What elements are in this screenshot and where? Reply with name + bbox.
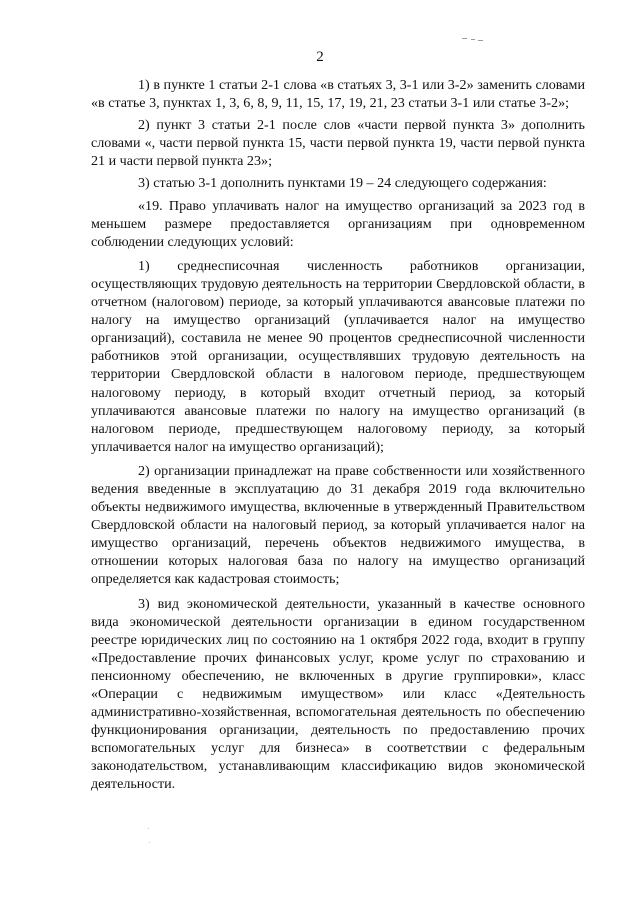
paragraph-condition-3: 3) вид экономической деятельности, указанный в качестве основного вида экономической деятельности организации в едином государственном реестре юридических лиц по состоянию на 1 октября 2022 года, входит в группу «Предоставление прочих финансовых услуг, кроме услуг по страхованию и пенсионному обеспечению, не включенных в другие группировки», класс «Операции с недвижимым имуществом» или класс «Деятельность административно-хозяйственная, вспомогательная деятельность по обеспечению функционирования организации, деятельность по предоставлению прочих вспомогательных услуг для бизнеса» в соответствии с федеральным законодательством, устанавливающим классификацию видов экономической деятельности.	[91, 595, 585, 793]
paragraph-item-19-intro: «19. Право уплачивать налог на имущество организаций за 2023 год в меньшем размере предоставляется организациям при одновременном соблюдении следующих условий:	[91, 197, 585, 250]
paragraph-condition-2: 2) организации принадлежат на праве собственности или хозяйственного ведения введенные в эксплуатацию до 31 декабря 2019 года включительно объекты недвижимого имущества, включенные в утвержденный Правительством Свердловской области на налоговый период, за который уплачивается налог на имущество организаций, перечень объектов недвижимого имущества, в отношении которых налоговая база по налогу на имущество организаций определяется как кадастровая стоимость;	[91, 462, 585, 588]
paragraph-condition-1: 1) среднесписочная численность работников организации, осуществляющих трудовую деятельность на территории Свердловской области, в отчетном (налоговом) периоде, за который уплачиваются авансовые платежи по налогу на имущество организаций (уплачивается налог на имущество организаций), составила не менее 90 процентов среднесписочной численности работников этой организации, осуществлявших трудовую деятельность на территории Свердловской области в налоговом периоде, предшествующем налоговому периоду, в который входит отчетный период, за который уплачиваются авансовые платежи по налогу на имущество организаций (в налоговом периоде, предшествующем налоговому периоду, за который уплачивается налог на имущество организаций);	[91, 257, 585, 455]
paragraph-amendment-1: 1) в пункте 1 статьи 2-1 слова «в статьях 3, 3-1 или 3-2» заменить словами «в статье 3, пунктах 1, 3, 6, 8, 9, 11, 15, 17, 19, 21, 23 статьи 3-1 или статье 3-2»;	[91, 77, 585, 112]
document-body	[91, 76, 585, 800]
paragraph-amendment-2: 2) пункт 3 статьи 2-1 после слов «части первой пункта 3» дополнить словами «, части первой пункта 15, части первой пункта 19, части первой пункта 21 и части первой пункта 23»;	[91, 117, 585, 170]
paragraph-amendment-3: 3) статью 3-1 дополнить пунктами 19 – 24 следующего содержания:	[138, 175, 547, 192]
scan-speck	[148, 828, 149, 829]
page-number: 2	[316, 49, 324, 65]
scan-speck	[149, 842, 150, 843]
scan-artifact	[462, 38, 484, 40]
